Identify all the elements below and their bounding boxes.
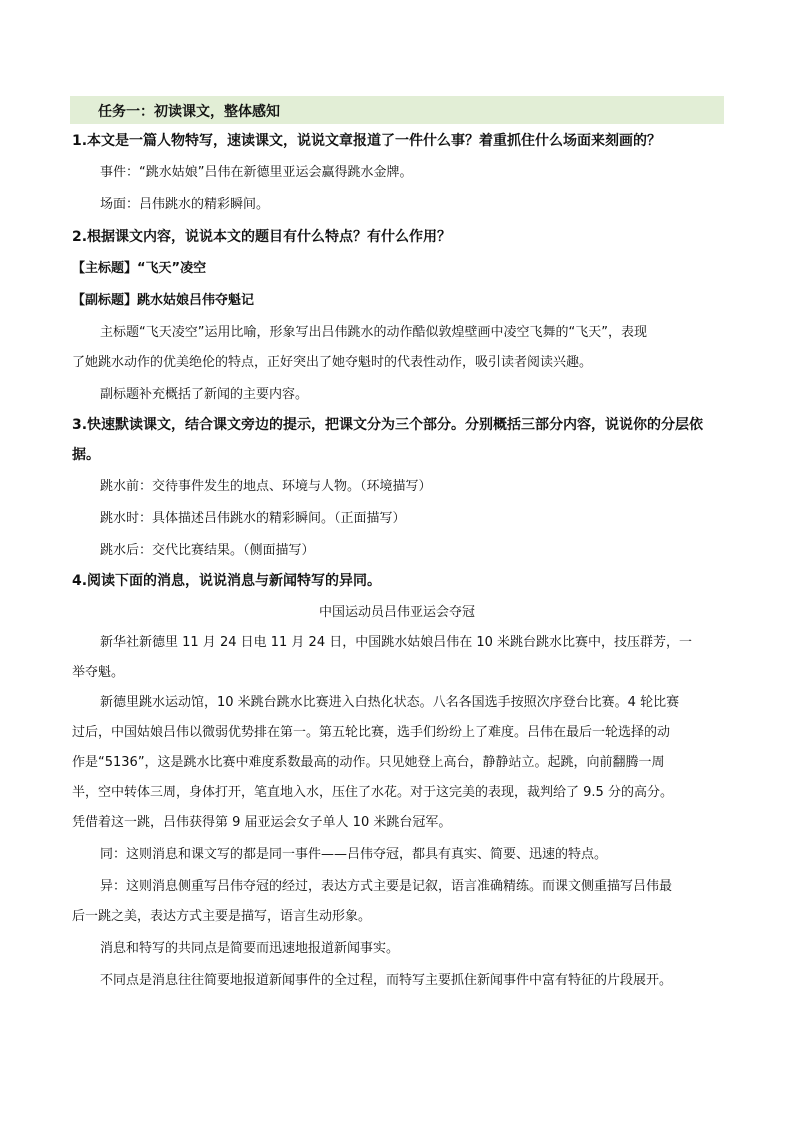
answer-same: 同：这则消息和课文写的都是同一事件——吕伟夺冠，都具有真实、简要、迅速的特点。: [100, 847, 608, 862]
question-3-line-1: 3.快速默读课文，结合课文旁边的提示，把课文分为三个部分。分别概括三部分内容，说说你的分层依: [72, 417, 704, 433]
part-during: 跳水时：具体描述吕伟跳水的精彩瞬间。（正面描写）: [100, 511, 406, 526]
part-before: 跳水前：交待事件发生的地点、环境与人物。（环境描写）: [100, 479, 432, 494]
news-p2-line-5: 凭借着这一跳，吕伟获得第 9 届亚运会女子单人 10 米跳台冠军。: [72, 815, 452, 830]
news-p2-line-3: 作是“5136”，这是跳水比赛中难度系数最高的动作。只见她登上高台，静静站立。起跳，向前翻腾一周: [72, 755, 665, 770]
news-p1-line-2: 举夺魁。: [72, 665, 125, 680]
question-4: 4.阅读下面的消息，说说消息与新闻特写的异同。: [72, 573, 382, 589]
answer-scene: 场面：吕伟跳水的精彩瞬间。: [100, 197, 270, 212]
task-banner: [70, 96, 724, 124]
answer-common: 消息和特写的共同点是简要而迅速地报道新闻事实。: [100, 941, 400, 956]
part-after: 跳水后：交代比赛结果。（侧面描写）: [100, 543, 315, 558]
title-analysis-line-1: 主标题“飞天凌空”运用比喻，形象写出吕伟跳水的动作酷似敦煌壁画中凌空飞舞的“飞天”，表现: [100, 325, 647, 340]
answer-diff-line-2: 后一跳之美，表达方式主要是描写，语言生动形象。: [72, 909, 372, 924]
answer-event: 事件：“跳水姑娘”吕伟在新德里亚运会赢得跳水金牌。: [100, 165, 413, 180]
question-1: 1.本文是一篇人物特写，速读课文，说说文章报道了一件什么事？着重抓住什么场面来刻画的？: [72, 133, 662, 149]
news-p2-line-4: 半，空中转体三周，身体打开，笔直地入水，压住了水花。对于这完美的表现，裁判给了 9.5 分的高分。: [72, 785, 673, 800]
answer-diff-line-1: 异：这则消息侧重写吕伟夺冠的经过，表达方式主要是记叙，语言准确精练。而课文侧重描写吕伟最: [100, 879, 673, 894]
news-p2-line-1: 新德里跳水运动馆，10 米跳台跳水比赛进入白热化状态。八名各国选手按照次序登台比赛。4 轮比赛: [100, 695, 680, 710]
news-p1-line-1: 新华社新德里 11 月 24 日电 11 月 24 日，中国跳水姑娘吕伟在 10 米跳台跳水比赛中，技压群芳，一: [100, 635, 693, 650]
main-title-label: 【主标题】“飞天”凌空: [72, 261, 207, 276]
title-analysis-line-2: 了她跳水动作的优美绝伦的特点，正好突出了她夺魁时的代表性动作，吸引读者阅读兴趣。: [72, 355, 593, 370]
question-2: 2.根据课文内容，说说本文的题目有什么特点？有什么作用？: [72, 229, 452, 245]
task-title: 任务一：初读课文，整体感知: [98, 104, 280, 120]
news-title: 中国运动员吕伟亚运会夺冠: [318, 605, 475, 620]
news-p2-line-2: 过后，中国姑娘吕伟以微弱优势排在第一。第五轮比赛，选手们纷纷上了难度。吕伟在最后一轮选择的动: [72, 725, 671, 740]
sub-title-label: 【副标题】跳水姑娘吕伟夺魁记: [72, 293, 255, 308]
question-3-line-2: 据。: [72, 447, 100, 463]
subtitle-analysis: 副标题补充概括了新闻的主要内容。: [100, 387, 309, 402]
answer-difference: 不同点是消息往往简要地报道新闻事件的全过程，而特写主要抓住新闻事件中富有特征的片段展开。: [100, 973, 673, 988]
